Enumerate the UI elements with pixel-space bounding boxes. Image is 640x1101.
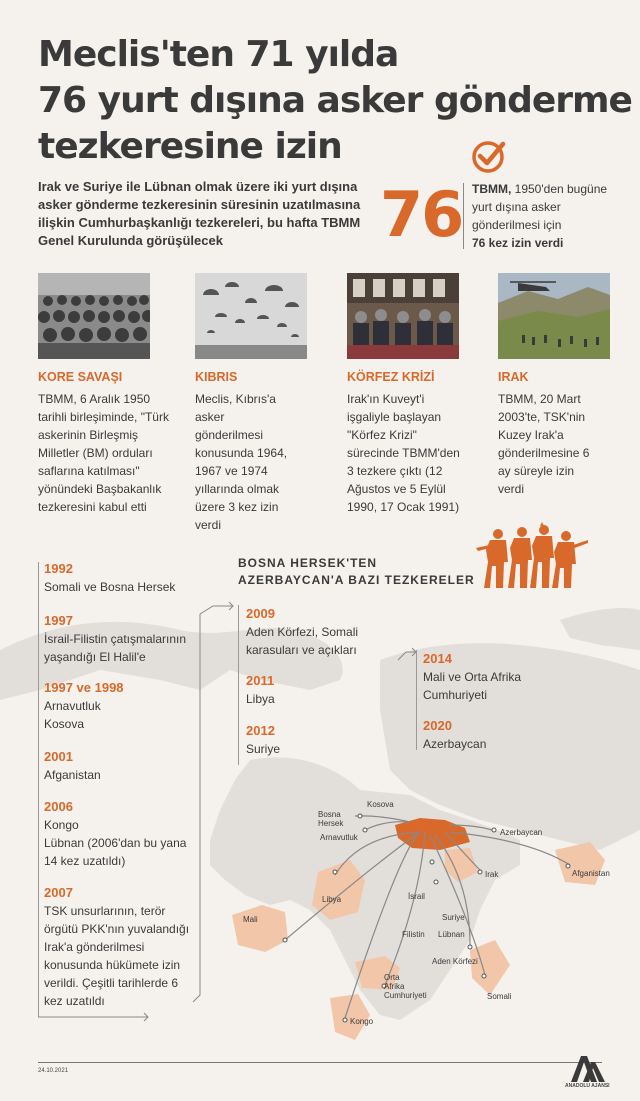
map-label-israil: İsrail [408, 892, 425, 901]
timeline-year: 1997 ve 1998 [44, 680, 124, 695]
timeline-item-2012 [246, 722, 396, 758]
timeline-col2-line [238, 605, 239, 765]
event-gulf-crisis [347, 370, 462, 516]
event-title: KÖRFEZ KRİZİ [347, 370, 435, 384]
map-label-aden-korfezi: Aden Körfezi [432, 957, 478, 966]
timeline-year: 2014 [423, 651, 452, 666]
map-label-libya: Libya [322, 895, 342, 904]
map-label-azerbaycan: Azerbaycan [500, 828, 543, 837]
timeline-item-2014 [423, 650, 563, 704]
photo-iraq-soldiers-helicopter [498, 273, 610, 359]
timeline-col3-line [416, 650, 417, 750]
title-line-1: Meclis'ten 71 yılda [38, 34, 399, 75]
timeline-year: 2006 [44, 799, 73, 814]
event-body: Irak'ın Kuveyt'i işgaliyle başlayan "Körfez Krizi" sürecinde TBMM'den 3 tezkere çıktı (12 Ağustos ve 5 Eylül 1990, 17 Ocak 1991) [347, 392, 460, 514]
map-label-filistin: Filistin [402, 930, 425, 939]
timeline-text: Suriye [246, 742, 281, 756]
map-label-orta-afrika: Orta Afrika Cumhuriyeti [384, 973, 427, 1000]
map-label-somali: Somali [487, 992, 512, 1001]
timeline-year: 2001 [44, 749, 73, 764]
event-body: TBMM, 6 Aralık 1950 tarihli birleşiminde, "Türk askerinin Birleşmiş Milletler (BM) orduları saflarına katılması" yönündeki Başbakanlık tezkeresini kabul etti [38, 392, 169, 514]
map-label-mali: Mali [243, 915, 258, 924]
timeline-text: Azerbaycan [423, 737, 487, 751]
timeline-text: Libya [246, 692, 275, 706]
footer-divider [38, 1062, 602, 1063]
photo-parliament [347, 273, 459, 359]
timeline-item-2011 [246, 672, 396, 708]
timeline-heading [238, 555, 475, 589]
event-cyprus [195, 370, 290, 534]
event-title: KIBRIS [195, 370, 238, 384]
map-label-bosna-hersek: Bosna Hersek [318, 810, 344, 828]
event-title: IRAK [498, 370, 529, 384]
timeline-item-2020 [423, 717, 563, 753]
stat-bold-prefix: TBMM, [472, 182, 512, 196]
timeline-item-1992 [44, 560, 194, 596]
timeline-text: TSK unsurlarının, terör örgütü PKK'nın yuvalandığı Irak'a gönderilmesi konusunda hükümete izin verildi. Çeşitli tarihlerde 6 kez uzatıldı [44, 904, 190, 1008]
soldiers-silhouette-icon [470, 522, 590, 592]
timeline-connectors [38, 600, 418, 1025]
timeline-year: 2007 [44, 885, 73, 900]
stat-text [472, 180, 622, 252]
stat-number: 76 [380, 178, 463, 251]
stat-divider [463, 183, 464, 249]
timeline-item-2009 [246, 605, 396, 659]
event-body: TBMM, 20 Mart 2003'te, TSK'nin Kuzey Irak'a gönderilmesine 6 ay süreyle izin verdi [498, 392, 590, 496]
timeline-text: Somali ve Bosna Hersek [44, 580, 176, 594]
agency-logo-icon [567, 1052, 607, 1086]
agency-name: ANADOLU AJANSI [565, 1083, 610, 1089]
timeline-year: 2009 [246, 606, 275, 621]
timeline-year: 2020 [423, 718, 452, 733]
map-label-lubnan: Lübnan [438, 930, 465, 939]
check-circle-icon [471, 138, 507, 174]
stat-bold-suffix: 76 kez izin verdi [472, 236, 564, 250]
photo-korea-soldiers [38, 273, 150, 359]
timeline-year: 1997 [44, 613, 73, 628]
timeline-text: Aden Körfezi, Somali karasuları ve açıkları [246, 625, 359, 657]
timeline-text: İsrail-Filistin çatışmalarının yaşandığı El Halil'e [44, 632, 187, 664]
map-label-afganistan: Afganistan [572, 869, 610, 878]
timeline-year: 2011 [246, 673, 275, 688]
event-body: Meclis, Kıbrıs'a asker gönderilmesi konusunda 1964, 1967 ve 1974 yıllarında olmak üzere 3 kez izin verdi [195, 392, 288, 532]
footer-date: 24.10.2021 [38, 1068, 69, 1074]
timeline-text: Arnavutluk Kosova [44, 699, 101, 731]
title-line-3: tezkeresine izin [38, 126, 342, 167]
title-line-2: 76 yurt dışına asker gönderme [38, 80, 632, 121]
map-label-irak: Irak [485, 870, 499, 879]
stat-text-mid: 1950'den bugüne yurt dışına asker gönderilmesi için [472, 182, 608, 232]
timeline-text: Afganistan [44, 768, 101, 782]
map-label-arnavutluk: Arnavutluk [320, 833, 358, 842]
timeline-heading-line2: AZERBAYCAN'A BAZI TEZKERELER [238, 573, 475, 587]
timeline-year: 1992 [44, 561, 73, 576]
timeline-text: Kongo Lübnan (2006'dan bu yana 14 kez uzatıldı) [44, 818, 187, 868]
timeline-year: 2012 [246, 723, 275, 738]
map-label-kongo: Kongo [350, 1017, 374, 1026]
timeline-heading-line1: BOSNA HERSEK'TEN [238, 556, 378, 570]
intro-paragraph: Irak ve Suriye ile Lübnan olmak üzere iki yurt dışına asker gönderme tezkeresinin süresinin uzatılmasına ilişkin Cumhurbaşkanlığı tezkereleri, bu hafta TBMM Genel Kurulunda görüşülecek [38, 179, 361, 248]
event-korea [38, 370, 173, 516]
event-title: KORE SAVAŞI [38, 370, 123, 384]
map-region-somali [470, 940, 510, 995]
photo-cyprus-parachutes [195, 273, 307, 359]
event-iraq [498, 370, 598, 498]
map-label-suriye: Suriye [442, 913, 465, 922]
page-title [38, 32, 632, 170]
timeline-text: Mali ve Orta Afrika Cumhuriyeti [423, 670, 522, 702]
map-label-kosova: Kosova [367, 800, 394, 809]
